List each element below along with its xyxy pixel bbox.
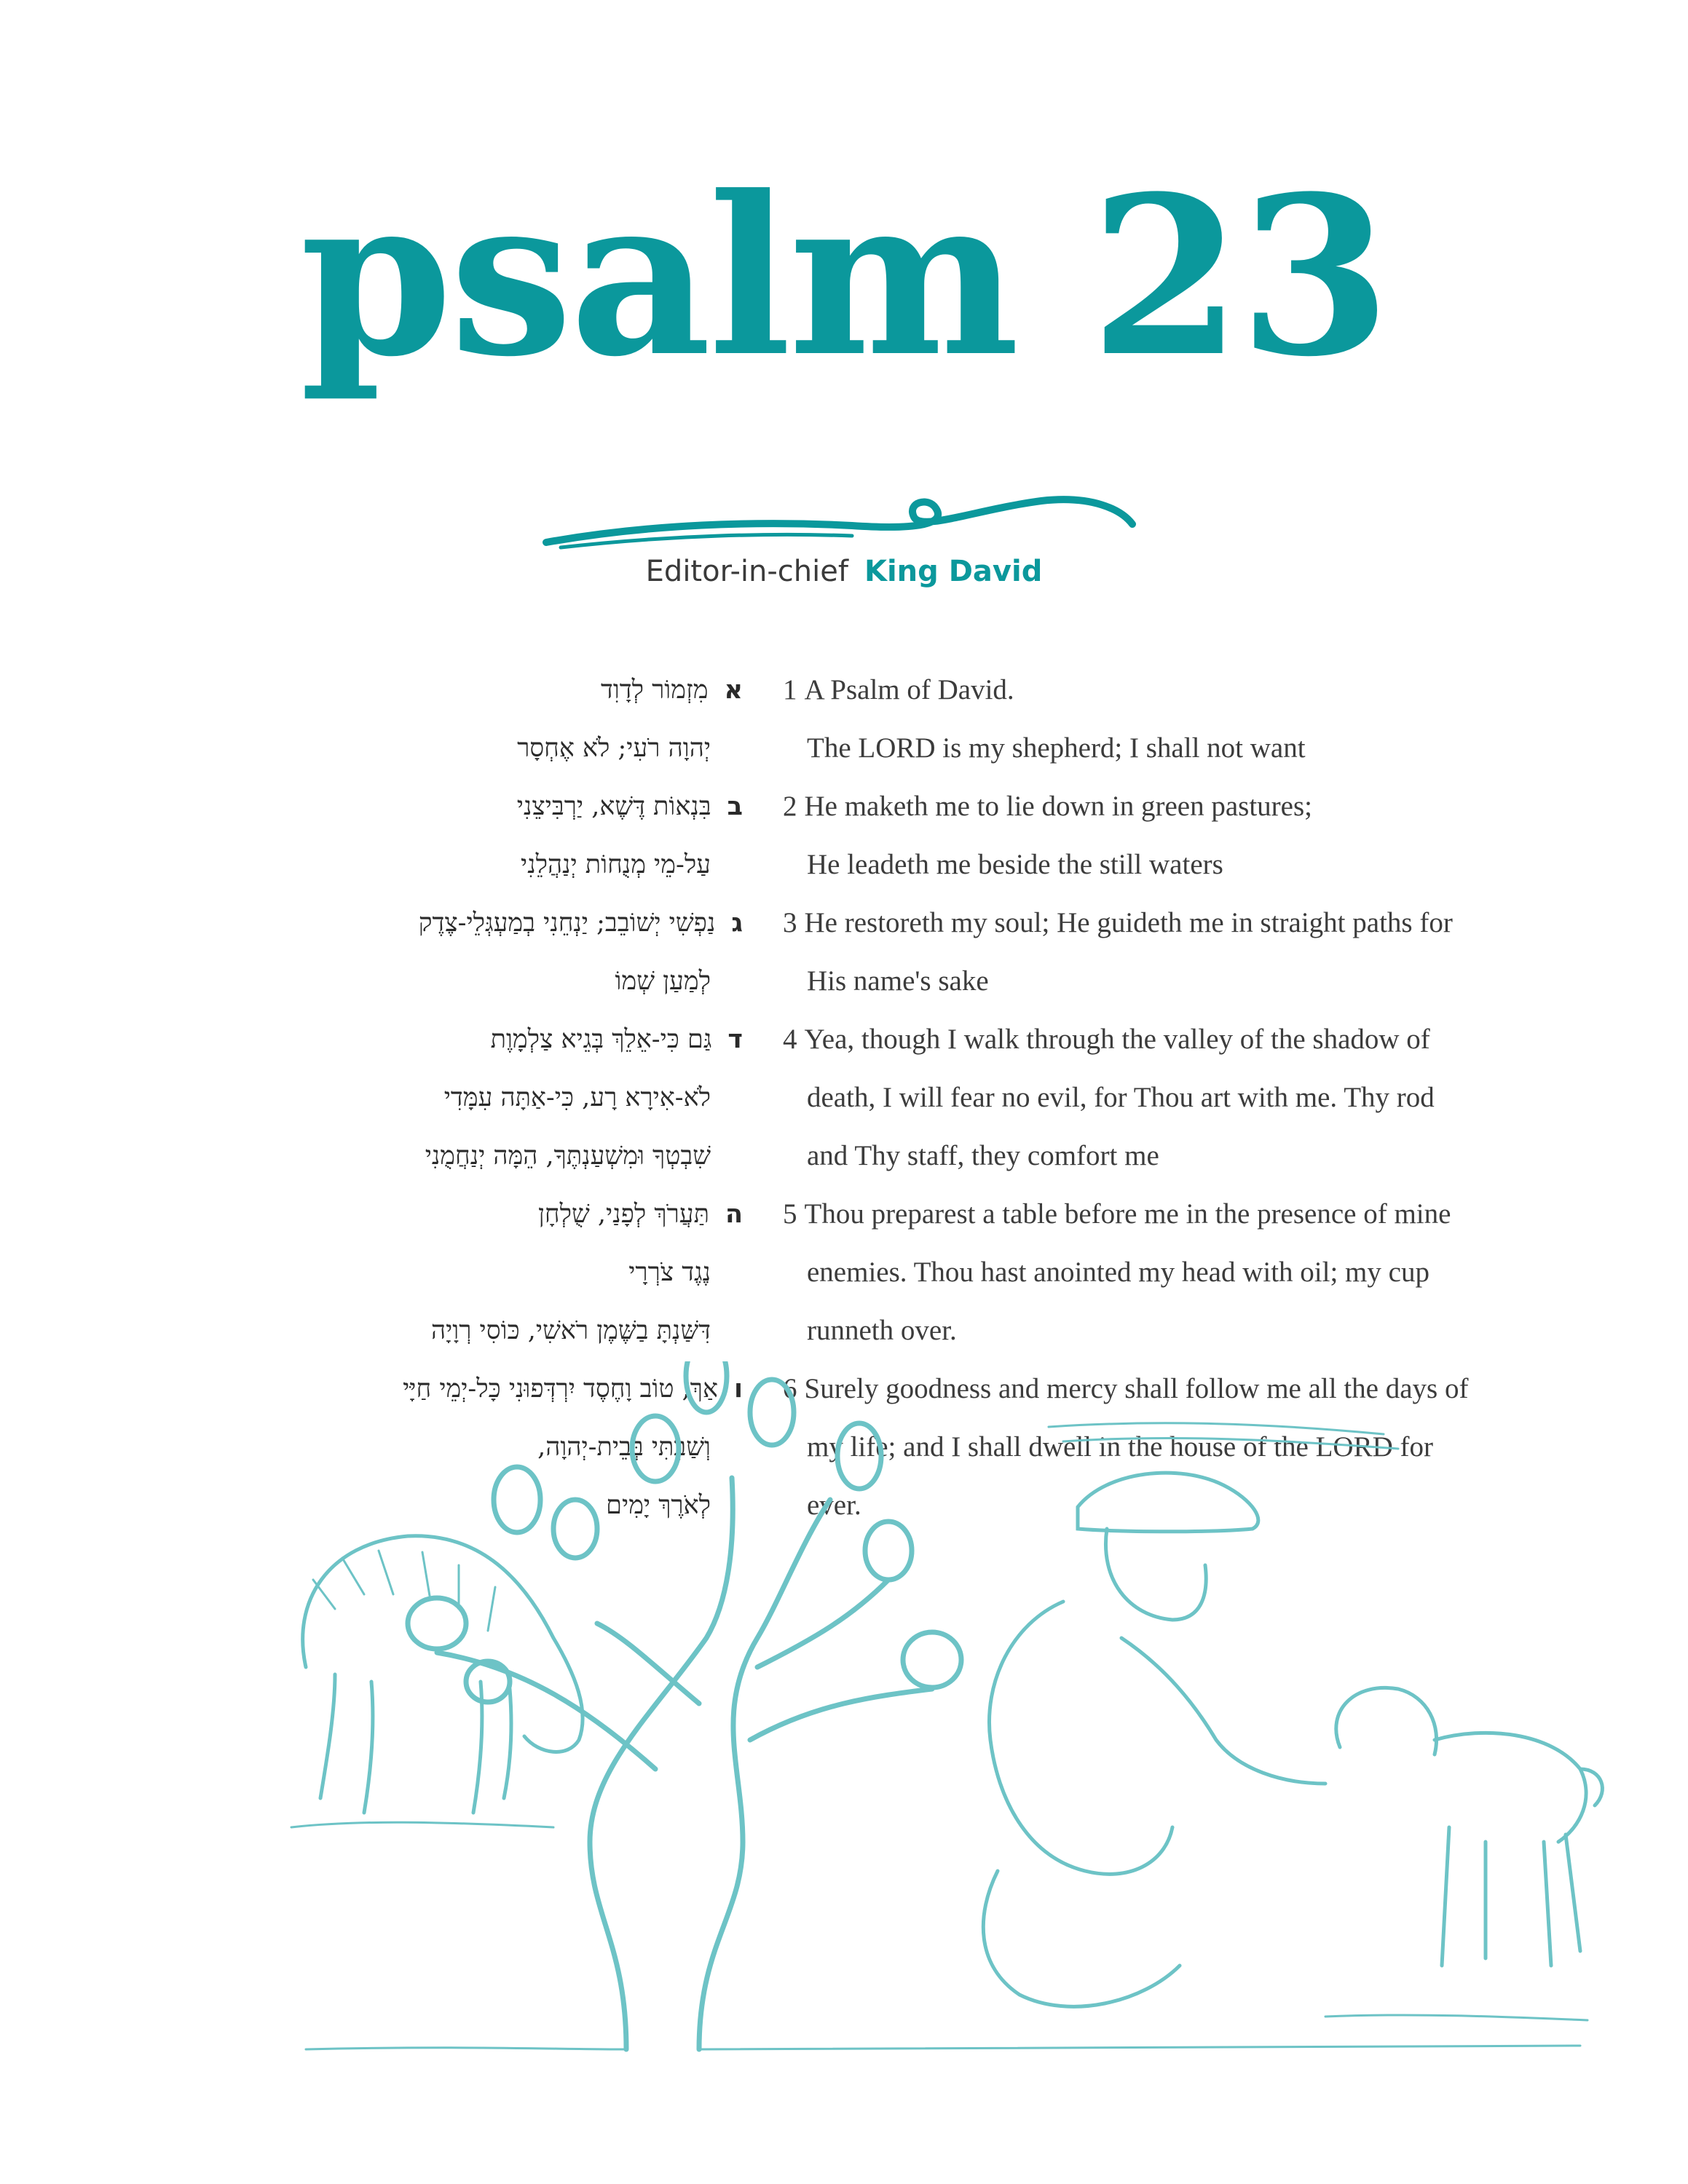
- hebrew-verse-text: נֶגֶד צֹרְרָי: [628, 1258, 711, 1287]
- pastoral-illustration: [248, 1361, 1617, 2075]
- english-verse-line: [783, 667, 1475, 713]
- english-verse-text: runneth over.: [807, 1315, 957, 1346]
- hebrew-verse-text: נַפְשִׁי יְשׁוֹבֵב; יַנְחֵנִי בְמַעְגְּלֵי-צֶדֶק: [418, 909, 716, 938]
- english-verse-text: my life; and I shall dwell in the house of the LORD for: [807, 1431, 1433, 1463]
- hebrew-verse-line: [306, 842, 743, 888]
- hebrew-verse-line: [306, 958, 743, 1005]
- shepherd-boy-icon: [983, 1423, 1398, 2007]
- english-verse-text: enemies. Thou hast anointed my head with oil; my cup: [807, 1257, 1429, 1288]
- hebrew-verse-text: אַךְ, טוֹב וָחֶסֶד יִרְדְּפוּנִי כָּל-יְמֵי חַיָּי: [403, 1374, 718, 1404]
- english-verse-number: 4: [783, 1024, 797, 1055]
- english-verse-text: ever.: [807, 1489, 861, 1521]
- hebrew-verse-text: תַּעֲרֹךְ לְפָנַי, שֻׁלְחָן: [537, 1200, 709, 1229]
- hebrew-verse-text: גַּם כִּי-אֵלֵךְ בְּגֵיא צַלְמָוֶת: [490, 1025, 712, 1054]
- hebrew-verse-line: [306, 667, 743, 713]
- english-verse-text: Yea, though I walk through the valley of the shadow of: [804, 1024, 1430, 1055]
- hebrew-verse-line: [306, 1133, 743, 1179]
- english-verse-text: death, I will fear no evil, for Thou art with me. Thy rod: [807, 1082, 1435, 1113]
- sheep-icon: [291, 1536, 583, 1827]
- english-verse-line: [807, 1075, 1499, 1121]
- hebrew-verse-line: [306, 1191, 743, 1238]
- english-verse-line: [807, 842, 1499, 888]
- english-verse-text: A Psalm of David.: [804, 674, 1014, 705]
- hebrew-verse-letter: ב: [727, 792, 743, 821]
- english-verse-text: He leadeth me beside the still waters: [807, 849, 1223, 880]
- hebrew-verse-letter: ה: [725, 1200, 743, 1229]
- lamb-icon: [1325, 1688, 1602, 2020]
- english-verse-text: His name's sake: [807, 965, 989, 997]
- english-verse-line: [807, 958, 1499, 1005]
- hebrew-verse-text: מִזְמוֹר לְדָוִד: [600, 676, 709, 705]
- hebrew-verse-line: [306, 1016, 743, 1063]
- editor-label: Editor-in-chief: [645, 555, 848, 588]
- english-verse-line: [807, 1249, 1499, 1296]
- hebrew-verse-line: [306, 1249, 743, 1296]
- english-verse-line: [783, 783, 1475, 830]
- english-verse-line: [807, 1307, 1499, 1354]
- hebrew-verse-line: [306, 900, 743, 946]
- english-verse-text: He maketh me to lie down in green pastures;: [804, 791, 1312, 822]
- english-verse-text: Surely goodness and mercy shall follow me all the days of: [804, 1373, 1469, 1404]
- english-verse-text: and Thy staff, they comfort me: [807, 1140, 1159, 1171]
- hebrew-verse-text: וְשַׁבְתִּי בְּבֵית-יְהוָה,: [537, 1433, 711, 1462]
- hebrew-verse-text: שִׁבְטְךָ וּמִשְׁעַנְתֶּךָ, הֵמָּה יְנַחֲמֻנִי: [425, 1142, 711, 1171]
- hebrew-verse-line: [306, 1307, 743, 1354]
- tree-icon: [306, 1361, 1580, 2049]
- hebrew-verse-line: [306, 783, 743, 830]
- english-verse-number: 5: [783, 1198, 797, 1230]
- english-verse-number: 1: [783, 674, 797, 705]
- hebrew-verse-text: דִּשַּׁנְתָּ בַשֶּׁמֶן רֹאשִׁי, כּוֹסִי רְוָיָה: [430, 1316, 711, 1345]
- hebrew-verse-text: יְהוָה רֹעִי; לֹא אֶחְסָר: [517, 734, 711, 763]
- editor-name: King David: [864, 555, 1043, 588]
- hebrew-verse-letter: ו: [733, 1374, 743, 1404]
- title-swash-ornament: [539, 480, 1136, 561]
- hebrew-verse-line: [306, 725, 743, 772]
- hebrew-verse-letter: א: [724, 676, 743, 705]
- english-verse-number: 3: [783, 907, 797, 938]
- english-verse-line: [783, 1016, 1475, 1063]
- editor-credit: [0, 555, 1688, 588]
- english-verse-text: Thou preparest a table before me in the presence of mine: [804, 1198, 1451, 1230]
- english-verse-number: 2: [783, 791, 797, 822]
- hebrew-verse-line: [306, 1075, 743, 1121]
- english-verse-text: The LORD is my shepherd; I shall not want: [807, 732, 1306, 764]
- hebrew-verse-letter: ד: [727, 1025, 743, 1054]
- hebrew-verse-text: לְמַעַן שְׁמוֹ: [615, 967, 711, 996]
- hebrew-verse-letter: ג: [731, 909, 743, 938]
- page-title: psalm 23: [299, 148, 1389, 405]
- english-verse-number: 6: [783, 1373, 797, 1404]
- english-verse-text: He restoreth my soul; He guideth me in straight paths for: [804, 907, 1453, 938]
- english-verse-line: [783, 900, 1475, 946]
- english-verse-line: [807, 725, 1499, 772]
- hebrew-verse-text: עַל-מֵי מְנֻחוֹת יְנַהֲלֵנִי: [521, 850, 711, 879]
- english-verse-line: [783, 1191, 1475, 1238]
- english-verse-line: [807, 1133, 1499, 1179]
- hebrew-verse-text: לֹא-אִירָא רָע, כִּי-אַתָּה עִמָּדִי: [443, 1083, 711, 1112]
- hebrew-verse-text: בִּנְאוֹת דֶּשֶׁא, יַרְבִּיצֵנִי: [516, 792, 711, 821]
- hebrew-verse-text: לְאֹרֶךְ יָמִים: [606, 1491, 711, 1520]
